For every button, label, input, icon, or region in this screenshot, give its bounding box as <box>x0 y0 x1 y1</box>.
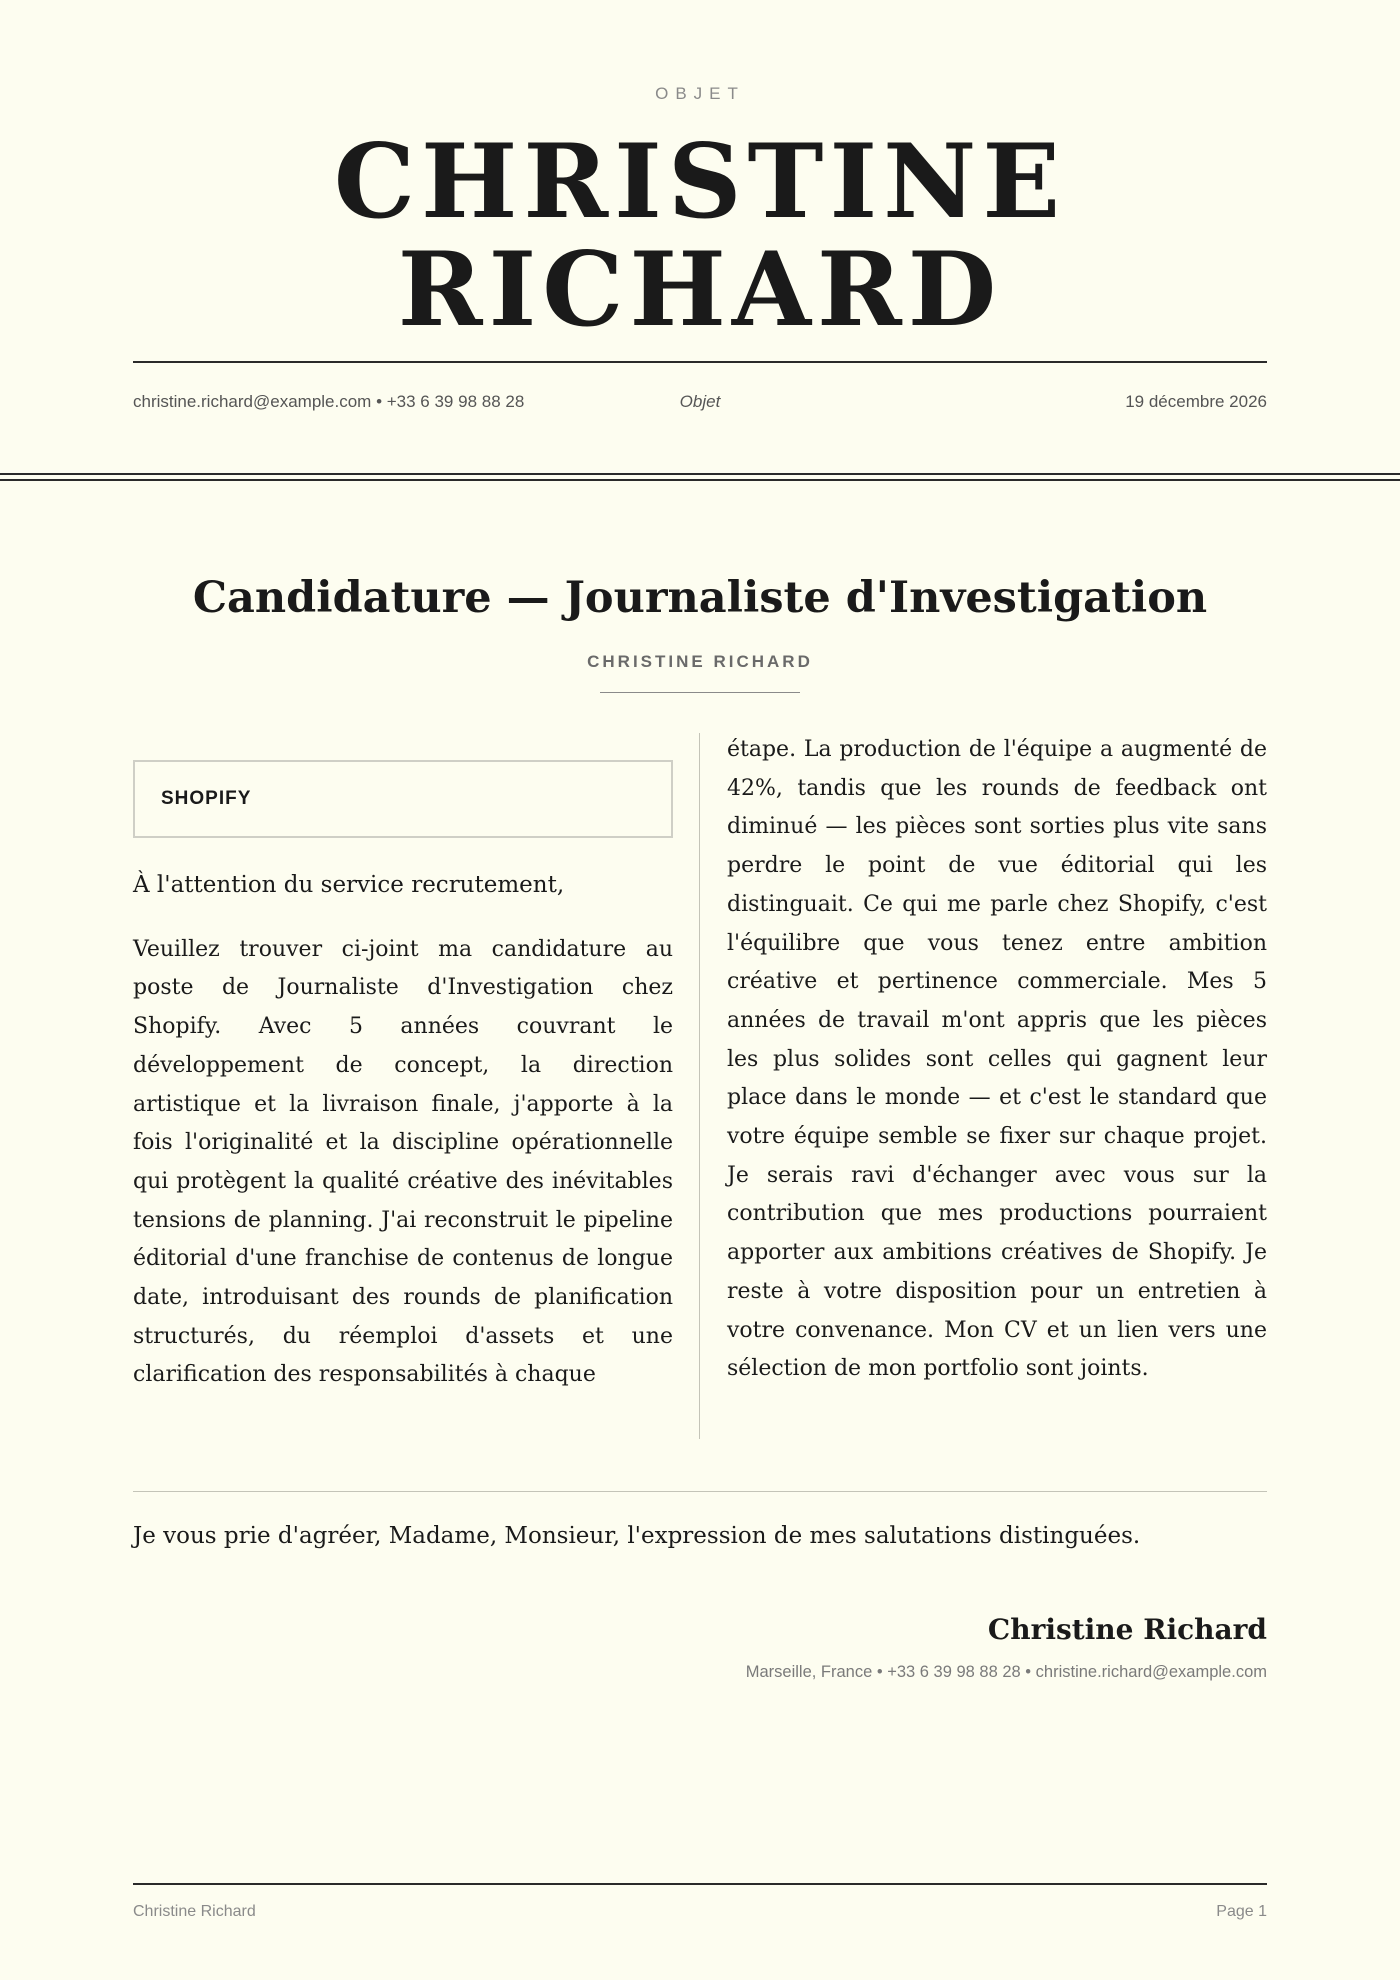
closing-formula: Je vous prie d'agréer, Madame, Monsieur, l'expression de mes salutations distinguées. <box>133 1523 1141 1549</box>
masthead-name-line1: CHRISTINE <box>333 122 1067 242</box>
meta-row <box>133 392 1267 416</box>
section-divider-top <box>0 473 1400 475</box>
company-name: SHOPIFY <box>161 788 252 809</box>
letter-body-right: étape. La production de l'équipe a augmenté de 42%, tandis que les rounds de feedback ont diminué — les pièces sont sorties plus vite sans perdre le point de vue éditorial qui les distinguait. Ce qui me parle chez Shopify, c'est l'équilibre que vous tenez entre ambition créative et pertinence commerciale. Mes 5 années de travail m'ont appris que les pièces les plus solides sont celles qui gagnent leur place dans le monde — et c'est le standard que votre équipe semble se fixer sur chaque projet. Je serais ravi d'échanger avec vous sur la contribution que mes productions pourraient apporter aux ambitions créatives de Shopify. Je reste à votre disposition pour un entretien à votre convenance. Mon CV et un lien vers une sélection de mon portfolio sont joints. <box>727 737 1267 1382</box>
letter-title: Candidature — Journaliste d'Investigation <box>192 573 1208 623</box>
letter-subtitle: CHRISTINE RICHARD <box>587 652 813 671</box>
column-divider <box>699 733 700 1439</box>
letter-column-left <box>133 760 673 1395</box>
subtitle-rule <box>600 692 800 693</box>
masthead-name <box>0 122 1400 350</box>
footer-page-number: Page 1 <box>1216 1903 1267 1920</box>
closing-rule <box>133 1491 1267 1492</box>
salutation: À l'attention du service recrutement, <box>133 872 565 898</box>
meta-date: 19 décembre 2026 <box>1125 392 1267 411</box>
footer-rule <box>133 1883 1267 1885</box>
meta-subject: Objet <box>679 392 721 411</box>
letter-column-right <box>727 731 1267 1389</box>
masthead-name-line2: RICHARD <box>397 230 1003 350</box>
signature-name: Christine Richard <box>987 1613 1267 1646</box>
signature-contact: Marseille, France • +33 6 39 98 88 28 • christine.richard@example.com <box>745 1663 1267 1681</box>
masthead-kicker: OBJET <box>655 84 745 103</box>
masthead-rule <box>133 361 1267 363</box>
section-divider-bottom <box>0 479 1400 481</box>
footer-author: Christine Richard <box>133 1903 256 1920</box>
letter-body-left: Veuillez trouver ci-joint ma candidature au poste de Journaliste d'Investigation chez Shopify. Avec 5 années couvrant le développement de concept, la direction artistique et la livraison finale, j'apporte à la fois l'originalité et la discipline opérationnelle qui protègent la qualité créative des inévitables tensions de planning. J'ai reconstruit le pipeline éditorial d'une franchise de contenus de longue date, introduisant des rounds de planification structurés, du réemploi d'assets et une clarification des responsabilités à chaque <box>133 936 673 1388</box>
meta-contact: christine.richard@example.com • +33 6 39 98 88 28 <box>133 392 525 411</box>
company-box <box>133 760 673 838</box>
